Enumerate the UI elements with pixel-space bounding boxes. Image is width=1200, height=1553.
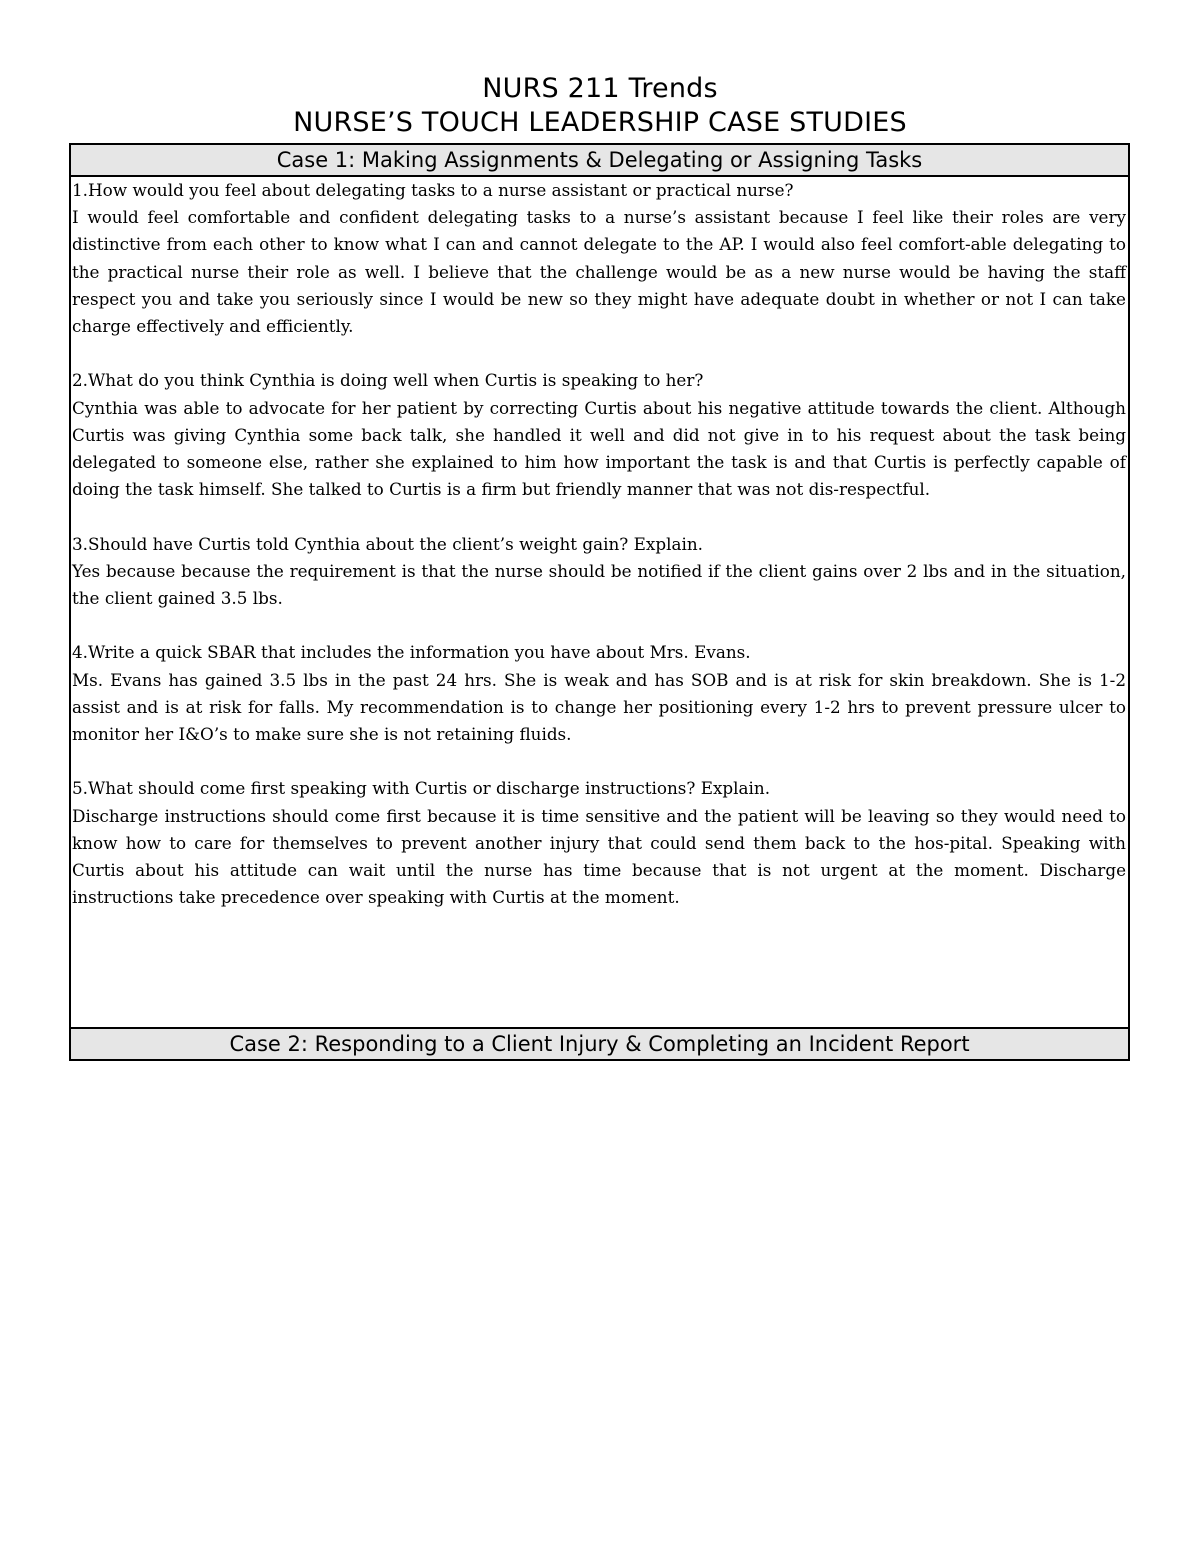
answer-2: Cynthia was able to advocate for her patient by correcting Curtis about his negative attitude towards the client. Although Curtis was giving Cynthia some back talk, she handled it well and did not give in to his request about the task being delegated to someone else, rather she explained to him how important the task is and that Curtis is perfectly capable of doing the task himself. She talked to Curtis is a firm but friendly manner that was not dis-respectful.: [72, 397, 1126, 500]
course-title: NURS 211 Trends: [482, 73, 718, 104]
question-4: [72, 639, 1126, 666]
question-2: [72, 367, 1126, 394]
answer-4: Ms. Evans has gained 3.5 lbs in the past 24 hrs. She is weak and has SOB and is at risk for skin breakdown. She is 1-2 assist and is at risk for falls. My recommendation is to change her positioning every 1-2 hrs to prevent pressure ulcer to monitor her I&O’s to make sure she is not retaining fluids.: [72, 669, 1126, 745]
question-number: 5.: [72, 778, 89, 799]
question-text: What do you think Cynthia is doing well when Curtis is speaking to her?: [88, 370, 704, 391]
question-number: 4.: [72, 642, 89, 663]
answer-1: I would feel comfortable and confident delegating tasks to a nurse’s assistant because I feel like their roles are very distinctive from each other to know what I can and cannot delegate to the AP. I would also feel comfort-able delegating to the practical nurse their role as well. I believe that the challenge would be as a new nurse would be having the staff respect you and take you seriously since I would be new so they might have adequate doubt in whether or not I can take charge effectively and efficiently.: [72, 207, 1126, 337]
question-number: 2.: [72, 370, 89, 391]
question-block-2: [72, 367, 1126, 503]
document-title: [0, 72, 1200, 140]
case-studies-table: [69, 143, 1130, 1061]
case1-answers: [70, 176, 1129, 1028]
case-studies-title: NURSE’S TOUCH LEADERSHIP CASE STUDIES: [293, 107, 907, 138]
question-text: Write a quick SBAR that includes the information you have about Mrs. Evans.: [88, 642, 751, 663]
question-1: [72, 177, 1126, 204]
question-3: [72, 531, 1126, 558]
case1-header: Case 1: Making Assignments & Delegating or Assigning Tasks: [70, 144, 1129, 176]
question-text: Should have Curtis told Cynthia about the client’s weight gain? Explain.: [88, 533, 703, 554]
case2-header: Case 2: Responding to a Client Injury & Completing an Incident Report: [70, 1028, 1129, 1060]
question-number: 3.: [72, 533, 89, 554]
question-block-5: [72, 775, 1126, 911]
answer-3: Yes because because the requirement is that the nurse should be notified if the client gains over 2 lbs and in the situation, the client gained 3.5 lbs.: [72, 560, 1126, 609]
question-text: How would you feel about delegating tasks to a nurse assistant or practical nurse?: [88, 180, 794, 200]
question-5: [72, 775, 1126, 802]
question-block-3: [72, 531, 1126, 613]
question-block-1: [72, 177, 1126, 340]
question-text: What should come first speaking with Curtis or discharge instructions? Explain.: [88, 778, 771, 799]
question-number: 1.: [72, 180, 89, 200]
answer-5: Discharge instructions should come first because it is time sensitive and the patient will be leaving so they would need to know how to care for themselves to prevent another injury that could send them back to the hos-pital. Speaking with Curtis about his attitude can wait until the nurse has time because that is not urgent at the moment. Discharge instructions take precedence over speaking with Curtis at the moment.: [72, 805, 1126, 908]
question-block-4: [72, 639, 1126, 748]
